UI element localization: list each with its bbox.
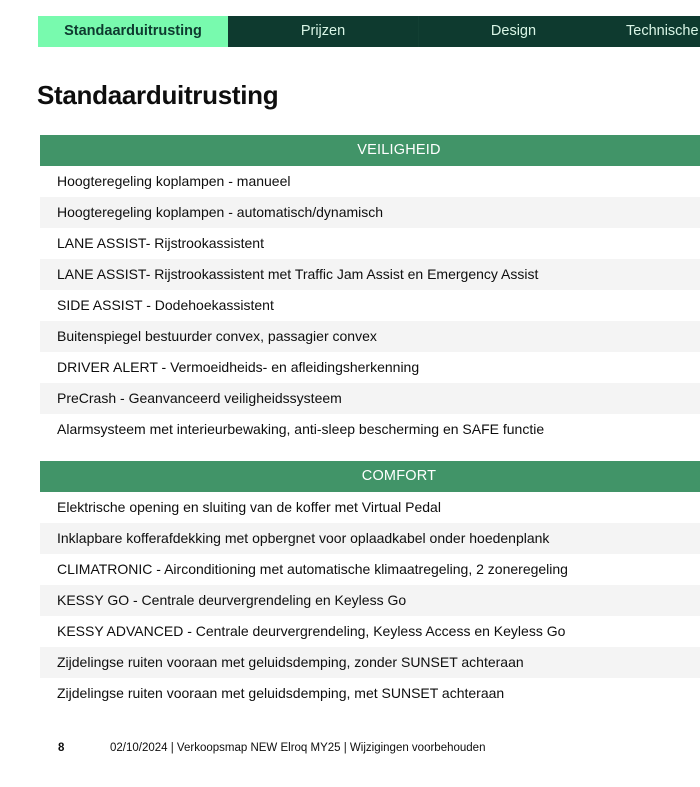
list-item: Alarmsysteem met interieurbewaking, anti-sleep bescherming en SAFE functie <box>57 421 545 437</box>
section-header-veiligheid: VEILIGHEID <box>40 135 700 166</box>
footer-text: 02/10/2024 | Verkoopsmap NEW Elroq MY25 | Wijzigingen voorbehouden <box>110 742 486 754</box>
list-item: LANE ASSIST- Rijstrookassistent <box>57 235 264 251</box>
list-item: Hoogteregeling koplampen - manueel <box>57 173 291 189</box>
list-item: Zijdelingse ruiten vooraan met geluidsdemping, met SUNSET achteraan <box>57 685 505 701</box>
list-item: DRIVER ALERT - Vermoeidheids- en afleidingsherkenning <box>57 359 420 375</box>
tab-prijzen[interactable]: Prijzen <box>228 16 418 47</box>
list-item: Zijdelingse ruiten vooraan met geluidsdemping, zonder SUNSET achteraan <box>40 647 700 678</box>
tab-standaarduitrusting[interactable]: Standaarduitrusting <box>38 16 228 47</box>
list-item: Elektrische opening en sluiting van de koffer met Virtual Pedal <box>57 499 441 515</box>
list-item: Hoogteregeling koplampen - automatisch/dynamisch <box>40 197 700 228</box>
section-header-comfort: COMFORT <box>40 461 700 492</box>
section-comfort <box>40 461 700 709</box>
page-footer <box>58 742 485 754</box>
list-item: SIDE ASSIST - Dodehoekassistent <box>57 297 274 313</box>
tab-design[interactable]: Design <box>418 16 608 47</box>
list-item: Buitenspiegel bestuurder convex, passagier convex <box>40 321 700 352</box>
list-item: Inklapbare kofferafdekking met opbergnet voor oplaadkabel onder hoedenplank <box>40 523 700 554</box>
list-item: KESSY ADVANCED - Centrale deurvergrendeling, Keyless Access en Keyless Go <box>57 623 566 639</box>
list-item: KESSY GO - Centrale deurvergrendeling en Keyless Go <box>40 585 700 616</box>
section-veiligheid <box>40 135 700 445</box>
page-title: Standaarduitrusting <box>37 80 279 110</box>
tab-technische[interactable]: Technische <box>608 16 700 47</box>
page-number: 8 <box>58 742 65 754</box>
list-item: LANE ASSIST- Rijstrookassistent met Traffic Jam Assist en Emergency Assist <box>40 259 700 290</box>
tab-bar <box>38 16 700 47</box>
list-item: CLIMATRONIC - Airconditioning met automatische klimaatregeling, 2 zoneregeling <box>57 561 568 577</box>
list-item: PreCrash - Geanvanceerd veiligheidssysteem <box>40 383 700 414</box>
